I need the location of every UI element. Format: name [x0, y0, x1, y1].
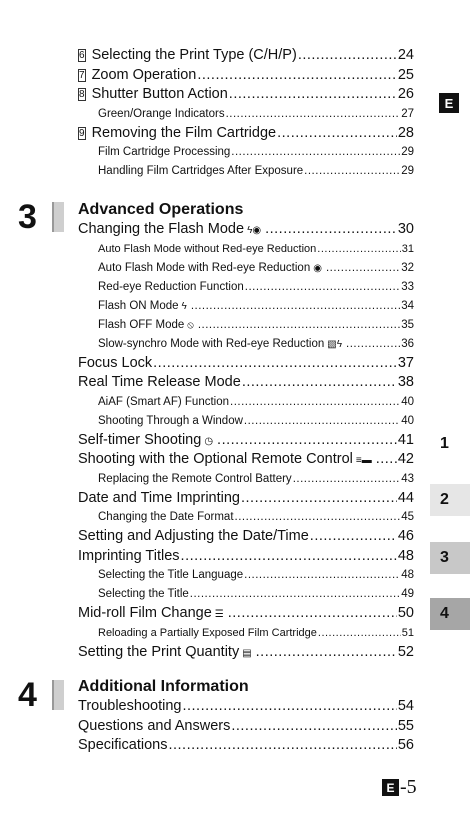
entry-page: 48 — [401, 569, 414, 581]
entry-title: Troubleshooting — [78, 698, 182, 714]
entry-page: 34 — [401, 299, 414, 312]
toc-entry[interactable] — [78, 736, 414, 756]
leader-dots — [230, 393, 400, 412]
step-number: 6 — [79, 50, 85, 61]
entry-page: 45 — [401, 511, 414, 523]
leader-dots — [191, 297, 400, 316]
toc-subentry[interactable] — [78, 278, 414, 297]
entry-page: 41 — [397, 431, 414, 448]
toc-subentry[interactable] — [78, 335, 414, 354]
slow-synchro-icon: ▧ϟ — [327, 338, 343, 350]
leader-dots — [326, 259, 400, 278]
entry-page: 48 — [397, 547, 414, 564]
entry-page: 32 — [401, 261, 414, 274]
entry-title: Selecting the Title — [98, 588, 189, 600]
toc-subentry[interactable] — [78, 143, 414, 162]
entry-page: 29 — [401, 146, 414, 158]
leader-dots — [235, 508, 401, 527]
toc-entry[interactable] — [78, 717, 414, 737]
toc-entry[interactable] — [78, 547, 414, 567]
mid-roll-icon: ☰ — [214, 609, 224, 620]
toc-subentry[interactable] — [78, 470, 414, 489]
entry-page: 30 — [397, 221, 414, 237]
entry-title: Slow-synchro Mode with Red-eye Reduction — [98, 337, 325, 350]
entry-page: 56 — [397, 737, 414, 753]
entry-title: Selecting the Print Type (C/H/P) — [91, 47, 297, 63]
entry-page: 36 — [401, 337, 414, 350]
toc-entry[interactable] — [78, 46, 414, 66]
toc-subentry[interactable] — [78, 297, 414, 316]
remote-control-icon: ≡▬ — [355, 455, 372, 466]
entry-page: 43 — [401, 472, 414, 485]
entry-title: Shooting Through a Window — [98, 414, 243, 427]
chapter-tab-label: 3 — [440, 549, 449, 566]
leader-dots — [346, 335, 400, 354]
entry-title: Flash OFF Mode — [98, 318, 185, 331]
entry-title: AiAF (Smart AF) Function — [98, 395, 230, 408]
toc-entry[interactable] — [78, 527, 414, 547]
leader-dots — [376, 450, 397, 470]
entry-page: 50 — [397, 605, 414, 621]
page-num: -5 — [400, 776, 417, 798]
toc-subentry[interactable] — [78, 412, 414, 431]
chapter-number: 3 — [18, 198, 37, 236]
toc-entry[interactable] — [78, 66, 414, 86]
entry-page: 31 — [401, 242, 414, 255]
step-number: 8 — [79, 89, 85, 100]
entry-title: Reloading a Partially Exposed Film Cartridge — [98, 626, 317, 639]
entry-title: Handling Film Cartridges After Exposure — [98, 165, 304, 177]
toc-subentry[interactable] — [78, 566, 414, 585]
leader-dots — [277, 124, 397, 144]
toc-subentry[interactable] — [78, 259, 414, 278]
entry-title: Specifications — [78, 737, 168, 753]
entry-title: Removing the Film Cartridge — [91, 124, 277, 141]
step-number: 7 — [79, 69, 85, 81]
leader-dots — [228, 604, 397, 624]
toc-entry[interactable] — [78, 489, 414, 509]
entry-title: Shooting with the Optional Remote Control — [78, 451, 353, 467]
entry-page: 49 — [401, 588, 414, 600]
entry-page: 25 — [397, 66, 414, 83]
leader-dots — [153, 354, 397, 374]
entry-title: Shutter Button Action — [91, 86, 228, 102]
entry-title: Focus Lock — [78, 354, 153, 371]
flash-icon: ϟ — [181, 300, 187, 312]
chapter-4-toc — [78, 677, 414, 756]
leader-dots — [217, 431, 397, 451]
entry-title: Setting and Adjusting the Date/Time — [78, 528, 309, 544]
leader-dots — [168, 736, 396, 756]
leader-dots — [190, 585, 400, 604]
redeye-icon: ◉ — [313, 262, 322, 274]
entry-page: 28 — [397, 124, 414, 141]
toc-entry[interactable] — [78, 697, 414, 717]
entry-page: 40 — [401, 395, 414, 408]
entry-page: 52 — [397, 643, 414, 660]
toc-entry[interactable] — [78, 124, 414, 144]
entry-title: Questions and Answers — [78, 717, 231, 734]
entry-title: Green/Orange Indicators — [98, 107, 225, 120]
leader-dots — [182, 697, 396, 717]
toc-subentry[interactable] — [78, 316, 414, 335]
entry-title: Mid-roll Film Change — [78, 605, 212, 621]
header-badge: E — [439, 93, 459, 113]
entry-page: 37 — [397, 354, 414, 371]
toc-entry[interactable] — [78, 220, 414, 240]
chapter-tab-label: 1 — [440, 435, 449, 452]
leader-dots — [304, 162, 400, 181]
leader-dots — [231, 143, 400, 162]
entry-title: Film Cartridge Processing — [98, 146, 231, 158]
toc-entry[interactable] — [78, 604, 414, 624]
entry-page: 54 — [397, 698, 414, 714]
chapter-heading: Advanced Operations — [78, 201, 244, 218]
self-timer-icon: ◷ — [204, 435, 214, 447]
entry-page: 44 — [397, 489, 414, 506]
toc-entry[interactable] — [78, 373, 414, 393]
toc-subentry[interactable] — [78, 624, 414, 643]
leader-dots — [229, 85, 397, 105]
chapter-number: 4 — [18, 676, 37, 714]
entry-title: Setting the Print Quantity — [78, 643, 240, 660]
entry-page: 29 — [401, 165, 414, 177]
leader-dots — [198, 316, 400, 335]
leader-dots — [231, 717, 397, 737]
entry-title: Auto Flash Mode with Red-eye Reduction — [98, 261, 311, 274]
toc-entry[interactable] — [78, 643, 414, 663]
leader-dots — [242, 373, 397, 393]
leader-dots — [293, 470, 401, 489]
leader-dots — [181, 547, 397, 567]
entry-title: Changing the Flash Mode — [78, 221, 245, 237]
step-number: 9 — [79, 127, 85, 139]
entry-title: Replacing the Remote Control Battery — [98, 472, 292, 485]
entry-page: 46 — [397, 528, 414, 544]
toc-subentry[interactable] — [78, 393, 414, 412]
leader-dots — [310, 527, 397, 547]
chapter-3-toc — [78, 200, 414, 662]
entry-title: Flash ON Mode — [98, 299, 179, 312]
entry-title: Real Time Release Mode — [78, 374, 241, 390]
toc-entry[interactable] — [78, 450, 414, 470]
chapter-heading: Additional Information — [78, 678, 249, 695]
chapter-tab-label: 4 — [440, 605, 449, 622]
chapter-tab-label: 2 — [440, 491, 449, 508]
leader-dots — [256, 643, 397, 663]
leader-dots — [318, 624, 401, 643]
toc-subentry[interactable] — [78, 585, 414, 604]
flash-redeye-icon: ϟ◉ — [247, 225, 262, 236]
entry-title: Changing the Date Format — [98, 511, 234, 523]
entry-title: Auto Flash Mode without Red-eye Reduction — [98, 242, 317, 255]
entry-page: 38 — [397, 374, 414, 390]
entry-page: 24 — [397, 47, 414, 63]
entry-page: 51 — [401, 626, 414, 639]
leader-dots — [226, 105, 401, 124]
toc-entry[interactable] — [78, 354, 414, 374]
leader-dots — [265, 220, 397, 240]
flash-off-icon: ⦸ — [187, 319, 194, 331]
leader-dots — [197, 66, 397, 86]
entry-page: 55 — [397, 717, 414, 734]
chapter-tab-2[interactable] — [430, 484, 470, 516]
toc-subentry[interactable] — [78, 240, 414, 259]
chapter-marker — [52, 680, 64, 710]
chapter-tab-4[interactable] — [430, 598, 470, 630]
toc-entry[interactable] — [78, 431, 414, 451]
chapter-marker — [52, 202, 64, 232]
leader-dots — [245, 278, 400, 297]
toc-continued — [78, 46, 414, 181]
leader-dots — [244, 566, 400, 585]
leader-dots — [317, 240, 400, 259]
toc-entry[interactable] — [78, 85, 414, 105]
toc-subentry[interactable] — [78, 508, 414, 527]
entry-page: 35 — [401, 318, 414, 331]
entry-title: Self-timer Shooting — [78, 431, 202, 448]
entry-page: 27 — [401, 107, 414, 120]
entry-title: Selecting the Title Language — [98, 569, 244, 581]
entry-page: 33 — [401, 280, 414, 293]
page-number — [382, 776, 417, 799]
leader-dots — [241, 489, 397, 509]
entry-page: 42 — [397, 451, 414, 467]
entry-page: 26 — [397, 86, 414, 102]
leader-dots — [244, 412, 400, 431]
chapter-tab-3[interactable] — [430, 542, 470, 574]
entry-title: Date and Time Imprinting — [78, 489, 240, 506]
leader-dots — [298, 46, 397, 66]
entry-title: Red-eye Reduction Function — [98, 280, 244, 293]
entry-title: Imprinting Titles — [78, 547, 180, 564]
toc-subentry[interactable] — [78, 162, 414, 181]
print-quantity-icon: ▤ — [242, 647, 252, 659]
entry-title: Zoom Operation — [91, 66, 197, 83]
chapter-tab-1[interactable] — [430, 428, 470, 460]
toc-subentry[interactable] — [78, 105, 414, 124]
entry-page: 40 — [401, 414, 414, 427]
page-badge: E — [382, 779, 399, 796]
